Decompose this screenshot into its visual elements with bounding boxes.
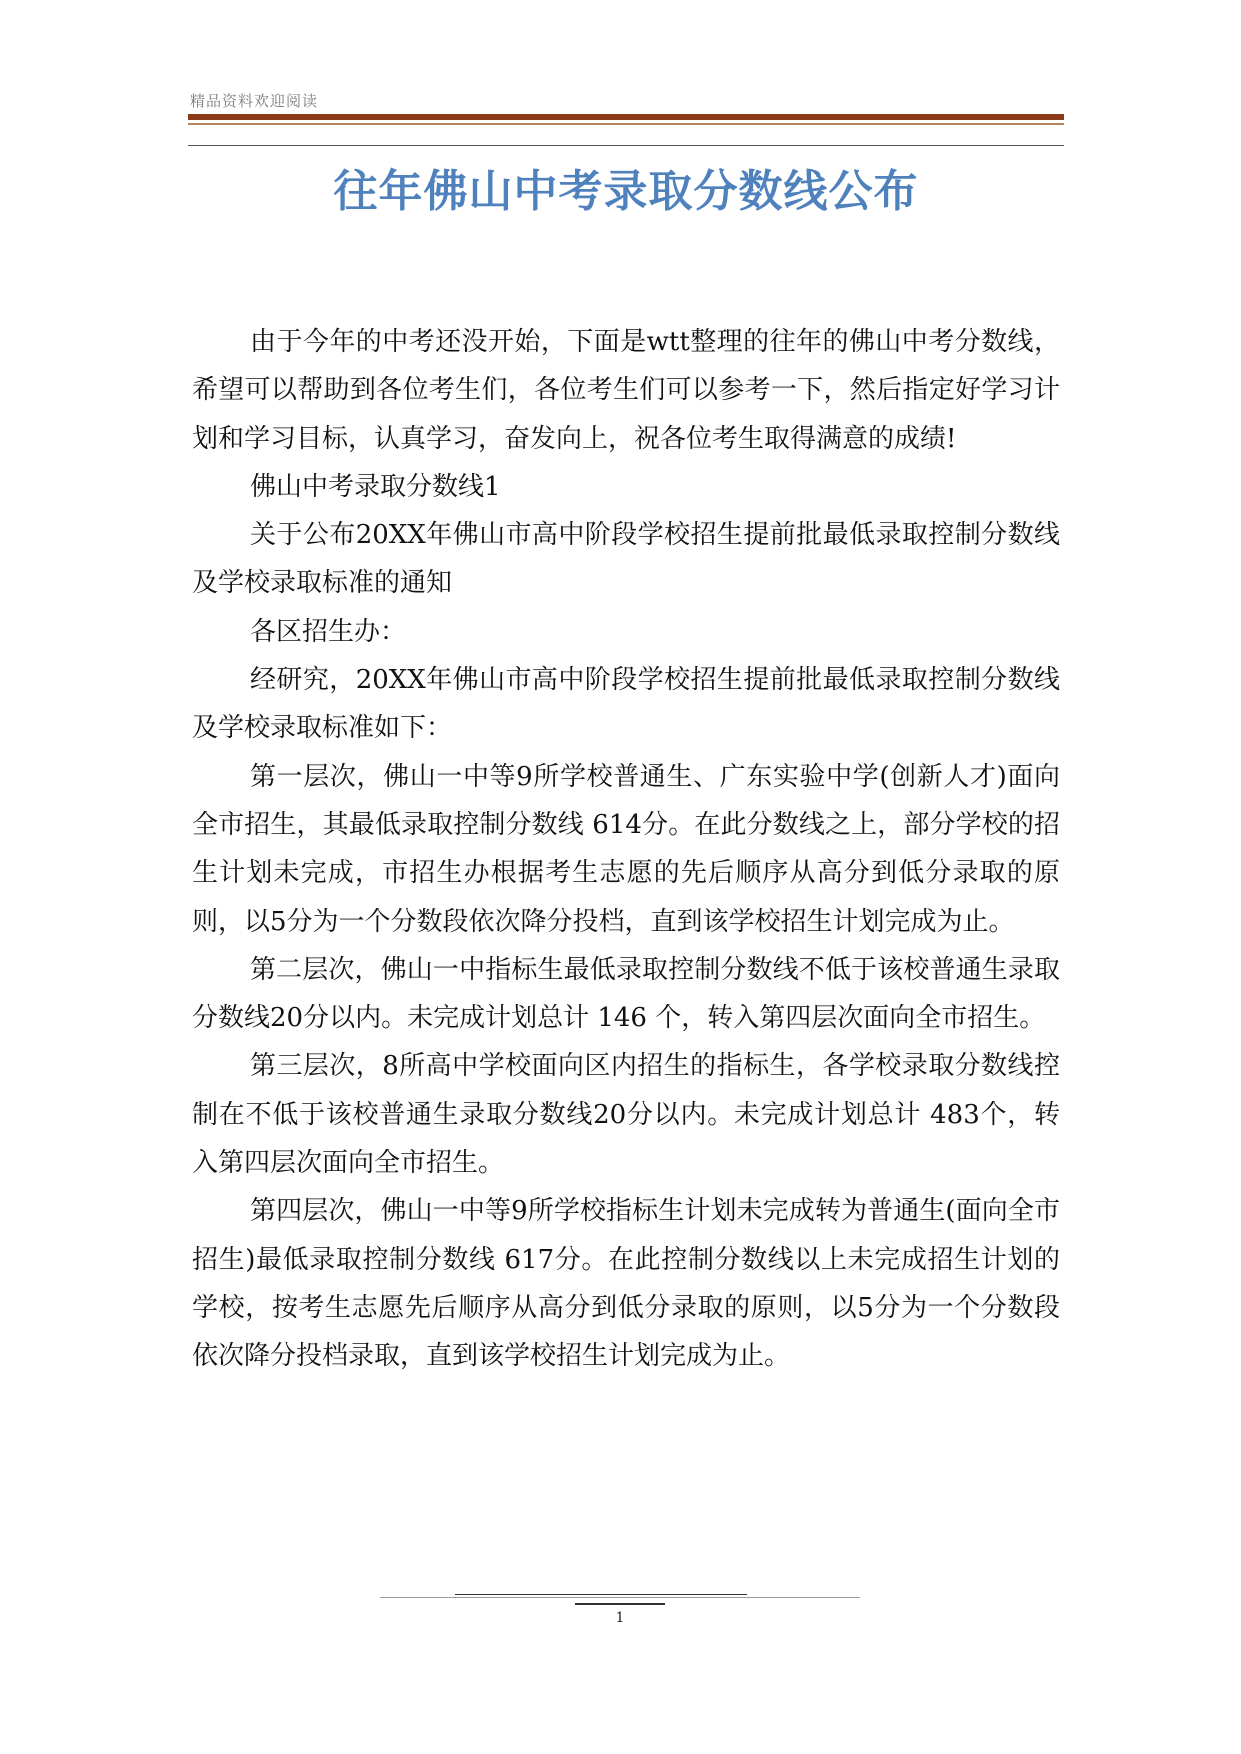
header-rule-thick (188, 114, 1064, 120)
document-body (192, 318, 1060, 1381)
paragraph: 第三层次，8所高中学校面向区内招生的指标生，各学校录取分数线控制在不低于该校普通生录取分数线20分以内。未完成计划总计 483个，转入第四层次面向全市招生。 (192, 1051, 1060, 1179)
paragraph: 第一层次，佛山一中等9所学校普通生、广东实验中学(创新人才)面向全市招生，其最低录取控制分数线 614分。在此分数线之上，部分学校的招生计划未完成，市招生办根据考生志愿的先后顺序从高分到低分录取的原则，以5分为一个分数段依次降分投档，直到该学校招生计划完成为止。 (192, 761, 1060, 937)
page-header-label: 精品资料欢迎阅读 (190, 92, 319, 110)
page-number: 1 (615, 1610, 625, 1626)
document-title: 往年佛山中考录取分数线公布 (333, 166, 919, 217)
paragraph: 由于今年的中考还没开始，下面是wtt整理的往年的佛山中考分数线，希望可以帮助到各位考生们，各位考生们可以参考一下，然后指定好学习计划和学习目标，认真学习，奋发向上，祝各位考生取得满意的成绩! (192, 327, 1060, 454)
paragraph: 第四层次，佛山一中等9所学校指标生计划未完成转为普通生(面向全市招生)最低录取控制分数线 617分。在此控制分数线以上未完成招生计划的学校，按考生志愿先后顺序从高分到低分录取的原则，以5分为一个分数段依次降分投档录取，直到该学校招生计划完成为止。 (192, 1196, 1060, 1372)
paragraph: 关于公布20XX年佛山市高中阶段学校招生提前批最低录取控制分数线及学校录取标准的通知 (192, 520, 1060, 599)
paragraph: 第二层次，佛山一中指标生最低录取控制分数线不低于该校普通生录取分数线20分以内。未完成计划总计 146 个，转入第四层次面向全市招生。 (192, 954, 1060, 1034)
paragraph: 佛山中考录取分数线1 (250, 471, 501, 502)
header-rule-under (188, 145, 1064, 146)
paragraph: 各区招生办： (250, 616, 407, 647)
header-rule-thin (188, 123, 1064, 125)
paragraph: 经研究，20XX年佛山市高中阶段学校招生提前批最低录取控制分数线及学校录取标准如下： (192, 665, 1060, 744)
